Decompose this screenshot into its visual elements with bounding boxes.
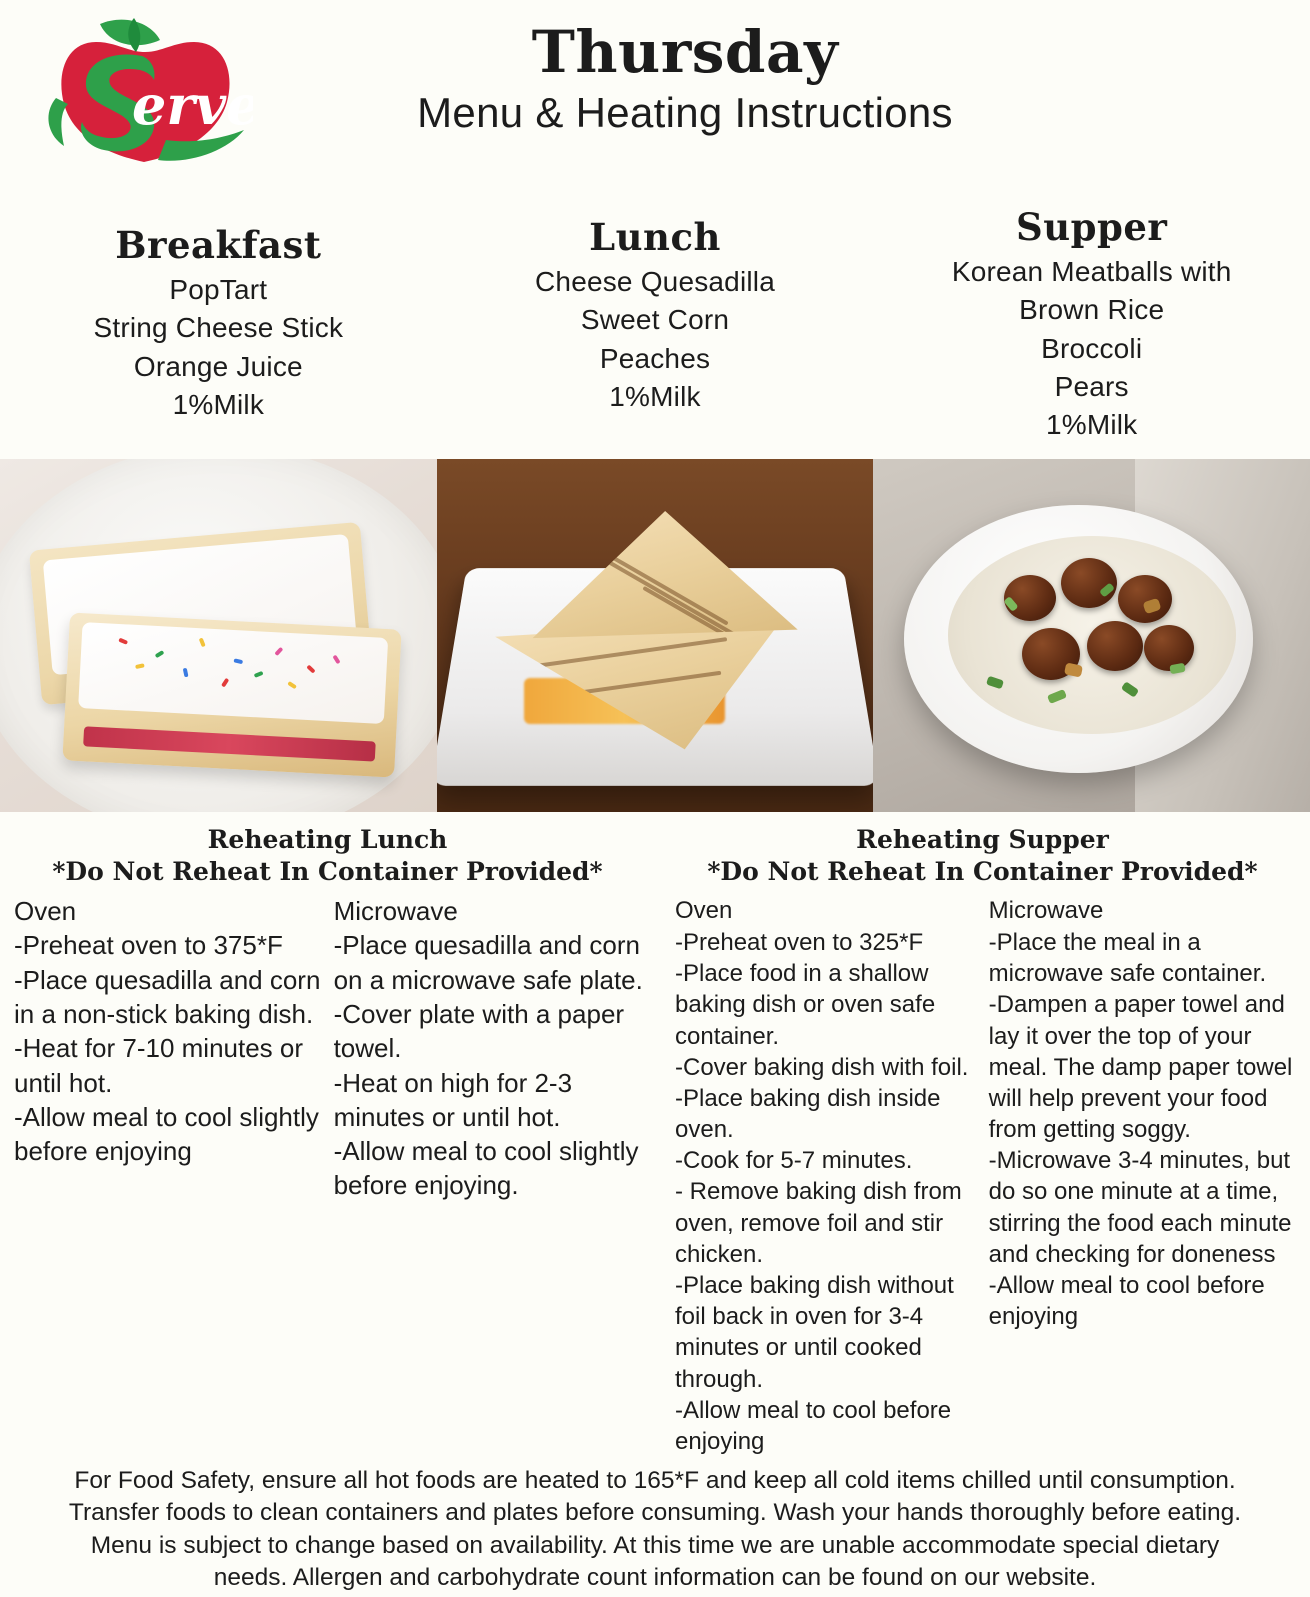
- footer-line: needs. Allergen and carbohydrate count information can be found on our website.: [213, 1564, 1097, 1592]
- method-title-microwave: Microwave: [333, 895, 458, 926]
- reheating-lunch-warning: *Do Not Reheat In Container Provided*: [52, 857, 603, 887]
- serve-logo: [38, 12, 253, 187]
- method-title-oven: Oven: [675, 896, 733, 924]
- reheating-supper-title: Reheating Supper: [856, 824, 1109, 854]
- meal-item: Orange Juice: [133, 350, 303, 382]
- lunch-microwave-instructions: [334, 895, 649, 1203]
- footer-line: Menu is subject to change based on availability. At this time we are unable accommodate special dietary: [90, 1531, 1220, 1559]
- instruction-step: -Cover plate with a paper towel.: [333, 998, 625, 1064]
- lunch-oven-instructions: [6, 895, 322, 1203]
- reheating-lunch-title: Reheating Lunch: [207, 824, 448, 854]
- instruction-step: -Cover baking dish with foil.: [675, 1053, 969, 1081]
- footer-line: For Food Safety, ensure all hot foods are heated to 165*F and keep all cold items chilled until consumption.: [74, 1466, 1236, 1494]
- lunch-photo: [437, 459, 874, 812]
- meal-columns: [0, 195, 1310, 451]
- meal-item: String Cheese Stick: [93, 312, 344, 344]
- meal-item: 1%Milk: [1045, 409, 1138, 441]
- meal-title-lunch: Lunch: [589, 215, 721, 259]
- meal-item: PopTart: [169, 274, 268, 305]
- instruction-step: -Preheat oven to 325*F: [675, 928, 924, 956]
- breakfast-photo: [0, 459, 437, 812]
- meal-item: 1%Milk: [609, 381, 701, 413]
- instruction-step: -Place the meal in a microwave safe container.: [988, 928, 1267, 988]
- instruction-step: -Place quesadilla and corn on a microwave safe plate.: [333, 930, 643, 995]
- supper-photo: [873, 459, 1310, 812]
- instruction-step: -Allow meal to cool slightly before enjoying: [14, 1101, 319, 1167]
- page-header: [0, 0, 1310, 195]
- instruction-step: -Allow meal to cool slightly before enjoying.: [333, 1136, 639, 1201]
- meal-item: Peaches: [599, 342, 711, 374]
- instruction-step: -Allow meal to cool before enjoying: [988, 1272, 1265, 1331]
- meal-item: Brown Rice: [1019, 294, 1165, 326]
- meal-column-breakfast: [0, 205, 437, 445]
- instruction-step: -Place quesadilla and corn in a non-stick baking dish.: [14, 964, 321, 1029]
- reheating-supper: [655, 824, 1310, 1457]
- meal-item: Sweet Corn: [580, 304, 730, 336]
- meal-title-breakfast: Breakfast: [115, 223, 322, 267]
- food-photo-strip: [0, 459, 1310, 812]
- instruction-step: -Preheat oven to 375*F: [14, 930, 283, 961]
- svg-text:erve: erve: [132, 73, 253, 137]
- instruction-step: - Remove baking dish from oven, remove foil and stir chicken.: [675, 1178, 962, 1268]
- meal-column-lunch: [437, 205, 874, 445]
- instruction-step: -Heat on high for 2-3 minutes or until hot.: [333, 1067, 573, 1132]
- method-title-oven: Oven: [14, 895, 77, 926]
- reheating-lunch: [0, 824, 655, 1457]
- instruction-step: -Place food in a shallow baking dish or oven safe container.: [675, 960, 936, 1050]
- supper-oven-instructions: [661, 895, 977, 1457]
- page-subtitle: Menu & Heating Instructions: [417, 88, 953, 136]
- instruction-step: -Cook for 5-7 minutes.: [675, 1147, 913, 1175]
- supper-microwave-instructions: [989, 895, 1304, 1457]
- instruction-step: -Dampen a paper towel and lay it over the top of your meal. The damp paper towel will help prevent your food from getting soggy.: [988, 991, 1293, 1144]
- meal-item: Broccoli: [1041, 332, 1143, 364]
- instruction-step: -Place baking dish inside oven.: [675, 1084, 941, 1144]
- meal-item: 1%Milk: [172, 389, 265, 421]
- meal-item: Korean Meatballs with: [951, 256, 1232, 287]
- page-title: Thursday: [531, 18, 839, 86]
- meal-title-supper: Supper: [1015, 205, 1168, 249]
- instruction-step: -Heat for 7-10 minutes or until hot.: [14, 1033, 304, 1098]
- meal-item: Cheese Quesadilla: [535, 266, 775, 297]
- reheating-section: [0, 812, 1310, 1457]
- instruction-step: -Place baking dish without foil back in oven for 3-4 minutes or until cooked through.: [675, 1272, 954, 1393]
- meal-column-supper: [873, 205, 1310, 445]
- food-safety-footer: [0, 1465, 1310, 1597]
- method-title-microwave: Microwave: [988, 896, 1104, 924]
- instruction-step: -Allow meal to cool before enjoying: [675, 1396, 952, 1455]
- reheating-supper-warning: *Do Not Reheat In Container Provided*: [707, 857, 1258, 887]
- footer-line: Transfer foods to clean containers and plates before consuming. Wash your hands thoroughly before eating.: [68, 1499, 1242, 1527]
- instruction-step: -Microwave 3-4 minutes, but do so one minute at a time, stirring the food each minute and checking for doneness: [988, 1147, 1292, 1268]
- meal-item: Pears: [1054, 371, 1129, 403]
